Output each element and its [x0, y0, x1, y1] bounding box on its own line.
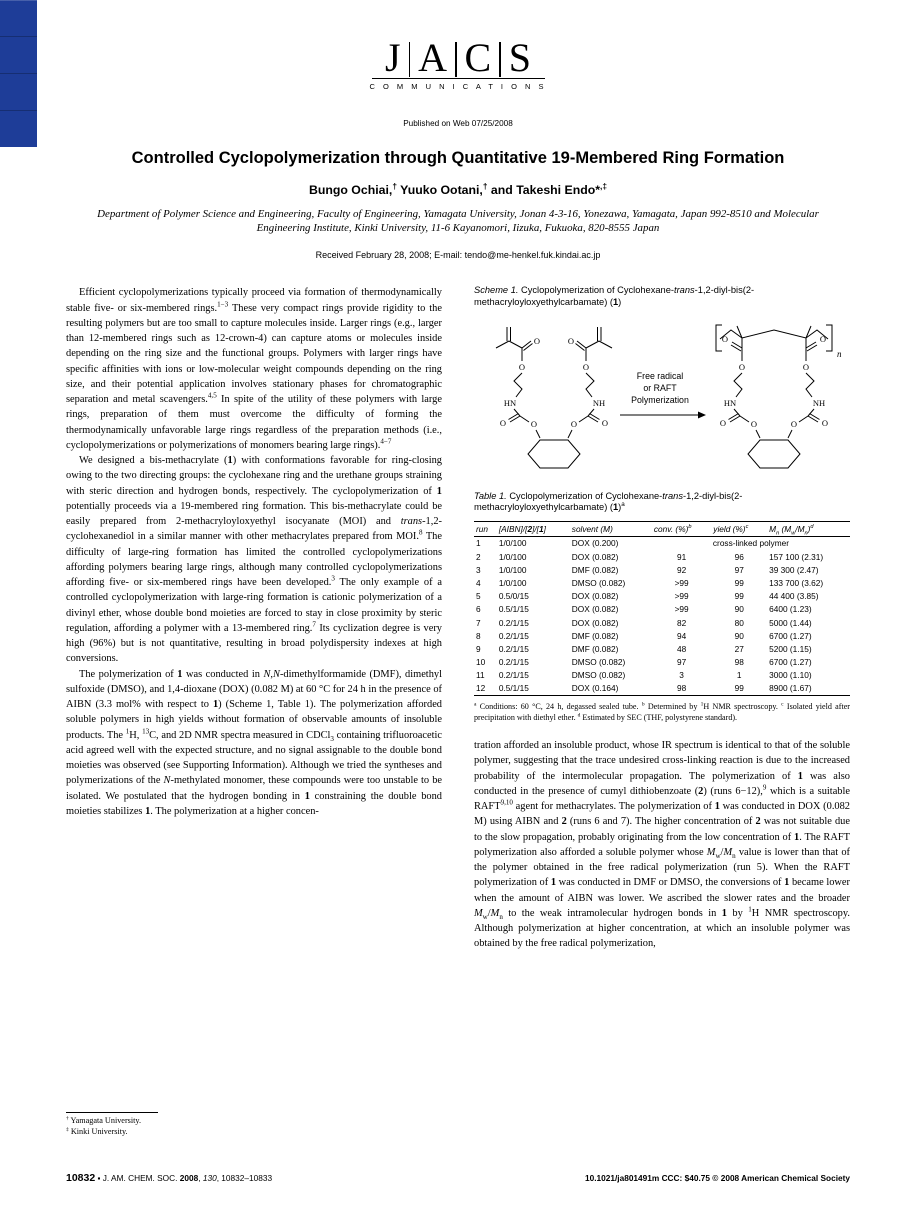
- cell-ratio: 0.2/1/15: [498, 670, 529, 681]
- table-row: [474, 629, 850, 642]
- cell-ratio: 0.2/1/15: [498, 643, 529, 654]
- cell-solvent: DMF (0.082): [571, 643, 619, 654]
- author-list: Bungo Ochiai,† Yuuko Ootani,† and Takeshi Endo*,‡: [308, 181, 608, 198]
- cell-ratio: 0.5/0/15: [498, 591, 529, 602]
- table-row: [474, 563, 850, 576]
- cell-run: 10: [476, 657, 486, 668]
- paragraph-2: We designed a bis-methacrylate (1) with conformations favorable for ring-closing owing to the two directing groups: the cyclohexane ring and the urethane groups straining with steric direction and hydrogen bonds, respectively. The cyclopolymerization of 1 potentially proceeds via a 19-membered ring formation. This bis-methacrylate could be easily prepared from 2-methacryloyloxyethyl isocyanate (MOI) and trans-1,2-cyclohexanediol in a similar manner with other methacrylates prepared from MOI.$^8$ The difficulty of large-ring formation has limited the controlled cyclopolymerizations affording polymers bearing large rings, although many controlled cyclopolymerizations affording five- or six-membered rings have been developed.$^3$ The only example of a controlled cyclopolymerization with large-ring formation is cationic polymerization of a divinyl ether, whose double bond moieties are forced to stay in close proximity by steric regulation, affording a polymer with a 13-membered ring.$^7$ Its cyclization degree is very high (96%) but is not quantitative, resulting in broad polydispersity indexes at high conversions.: [66, 455, 443, 665]
- cell-conv: 48: [676, 643, 687, 654]
- affiliation-text: Department of Polymer Science and Engineering, Faculty of Engineering, Yamagata University, Jonan 4-3-16, Yonezawa, Yamagata, Japan 992-8510 and Molecular Engineering Institute, Kinki University, 11-6 Kayanomori, Iizuka, Fukuoka, 820-8555 Japan: [97, 208, 819, 235]
- cell-solvent: DMF (0.082): [571, 564, 619, 575]
- oxygen-label: O: [518, 361, 526, 372]
- footnote-rule: [66, 1112, 158, 1113]
- author-footnotes: [66, 1112, 442, 1137]
- cell-conv: >99: [674, 577, 689, 588]
- logo-letter-c: C: [464, 35, 492, 80]
- article-title: Controlled Cyclopolymerization through Quantitative 19-Membered Ring Formation: [131, 148, 785, 167]
- left-column: [66, 285, 442, 1137]
- cell-mn: 5000 (1.44): [769, 617, 812, 628]
- cell-yield: 99: [734, 591, 744, 602]
- col-conv: conv. (%)$^b$: [652, 521, 711, 536]
- published-date: Published on Web 07/25/2008: [403, 118, 513, 128]
- scheme-1-caption: Scheme 1. Cyclopolymerization of Cyclohexane-trans-1,2-diyl-bis(2-methacryloyloxyethylcarbamate) (1): [474, 285, 755, 308]
- cell-yield: 80: [734, 617, 744, 628]
- cell-solvent: DOX (0.200): [571, 538, 619, 549]
- table-header-row: [474, 521, 850, 536]
- cell-ratio: 1/0/100: [498, 577, 527, 588]
- footnote-kinki: ‡ Kinki University.: [66, 1126, 128, 1136]
- cell-run: 5: [476, 591, 481, 602]
- logo-letter-s: S: [508, 35, 531, 80]
- cell-yield: 99: [734, 683, 744, 694]
- cell-conv: 97: [676, 657, 687, 668]
- cell-conv: 91: [676, 551, 687, 562]
- cell-mn: 44 400 (3.85): [769, 591, 819, 602]
- table-1-footnotes: $^a$ Conditions: 60 °C, 24 h, degassed sealed tube. $^b$ Determined by $^1$H NMR spectroscopy. $^c$ Isolated yield after precipitation with diethyl ether. $^d$ Estimated by SEC (THF, polystyrene standard).: [474, 701, 851, 722]
- cell-solvent: DMF (0.082): [571, 630, 619, 641]
- table-row: [474, 616, 850, 629]
- cell-solvent: DOX (0.082): [571, 604, 619, 615]
- jacs-logo: [369, 35, 547, 91]
- footer-doi-copyright: 10.1021/ja801491m CCC: $40.75 © 2008 American Chemical Society: [584, 1173, 850, 1183]
- cell-mn: 3000 (1.10): [769, 670, 812, 681]
- cell-run: 12: [476, 683, 486, 694]
- cell-run: 8: [476, 630, 481, 641]
- cell-run: 4: [476, 577, 481, 588]
- two-column-body: [0, 285, 916, 1137]
- cell-mn: 8900 (1.67): [769, 683, 812, 694]
- arrow-label-line2: or RAFT: [643, 382, 677, 393]
- cell-yield: 1: [736, 670, 742, 681]
- amine-label: HN: [503, 397, 517, 408]
- logo-letter-a: A: [418, 35, 448, 80]
- paragraph-4: tration afforded an insoluble product, whose IR spectrum is identical to that of the soluble polymer, suggesting that the trace undesired cross-linking reaction is due to the increased probability of the intermolecular propagation. The polymerization of 1 was also conducted in the presence of cumyl dithiobenzoate (2) (runs 6−12),$^9$ which is a suitable RAFT$^{9,10}$ agent for methacrylates. The polymerization of 1 was conducted in DOX (0.082 M) using AIBN and 2 (runs 6 and 7). The higher concentration of 2 was not suitable due to the slow propagation, probably originating from the low concentration of 1. The RAFT polymerization also afforded a soluble polymer whose $M_w/M_n$ value is lower than that of the polymer obtained in the free radical polymerization (run 5). When the RAFT polymerization of 1 was conducted in DMF or DMSO, the conversions of 1 became lower when the amount of AIBN was lower. We ascribed the slower rates and the broader $M_w/M_n$ to the weak intramolecular hydrogen bonds in 1 by $^1$H NMR spectroscopy. Although polymerization at higher concentration, at which an insoluble polymer was obtained by the free radical polymerization,: [474, 740, 851, 950]
- cell-mn: 157 100 (2.31): [769, 551, 824, 562]
- cell-solvent: DMSO (0.082): [571, 670, 626, 681]
- cell-mn: 39 300 (2.47): [769, 564, 819, 575]
- right-column: [474, 285, 850, 1137]
- cell-ratio: 1/0/100: [498, 538, 527, 549]
- cell-ratio: 0.5/1/15: [498, 683, 529, 694]
- cell-ratio: 0.2/1/15: [498, 657, 529, 668]
- repeat-unit-n-label: n: [837, 348, 842, 359]
- footnote-yamagata: † Yamagata University.: [66, 1115, 142, 1126]
- table-row: [474, 682, 850, 696]
- oxygen-label: O: [802, 361, 810, 372]
- oxygen-label: O: [721, 333, 729, 344]
- cell-solvent: DOX (0.164): [571, 683, 619, 694]
- cell-yield: 90: [734, 630, 744, 641]
- cell-mn: 6700 (1.27): [769, 657, 812, 668]
- cell-solvent: DOX (0.082): [571, 551, 619, 562]
- cell-conv: >99: [674, 591, 689, 602]
- oxygen-label: O: [499, 417, 507, 428]
- cell-run: 2: [476, 551, 481, 562]
- col-solvent: solvent (M): [570, 521, 652, 536]
- oxygen-label: O: [819, 333, 827, 344]
- page-header: [0, 0, 916, 260]
- cell-conv: 3: [679, 670, 684, 681]
- table-row: [474, 669, 850, 682]
- cell-crosslinked: cross-linked polymer: [712, 538, 789, 549]
- cell-ratio: 1/0/100: [498, 551, 527, 562]
- paragraph-1: Efficient cyclopolymerizations typically proceed via formation of thermodynamically stable five- or six-membered rings.$^{1-3}$ These very compact rings provide rigidity to the resulting polymers but are too small to capture molecules inside. Larger rings (e.g., larger than 12-membered rings such as 12-crown-4) can capture atoms or molecules inside depending on the ring size and the functional groups. Polymers with larger rings have specific affinities with ions or low-molecular weight compounds depending on the ring size, and their potential application involves stationary phases for chromatographic separation and metal scavengers.$^{4,5}$ In spite of the utility of these polymers with large rings, preparation of them must overcome the difficulty of forming the thermodynamically unfavorable large rings regardless of the preparation methods (i.e., cyclopolymerizations or polymerizations of monomers bearing large rings).$^{4-7}$: [66, 287, 442, 451]
- oxygen-label: O: [738, 361, 746, 372]
- jacs-blue-corner-block: [0, 0, 37, 147]
- cell-yield: 27: [734, 643, 744, 654]
- table-1-caption: Table 1. Cyclopolymerization of Cyclohexane-trans-1,2-diyl-bis(2-methacryloyloxyethylcarbamate) $(1)^a$: [474, 490, 743, 513]
- received-line: Received February 28, 2008; E-mail: tendo@me-henkel.fuk.kindai.ac.jp: [315, 250, 601, 261]
- oxygen-label: O: [570, 418, 578, 429]
- amine-label: NH: [812, 397, 826, 408]
- table-1: [474, 521, 850, 696]
- cell-conv: 82: [676, 617, 687, 628]
- cell-conv: 98: [676, 683, 687, 694]
- oxygen-label: O: [719, 417, 727, 428]
- oxygen-label: O: [582, 361, 590, 372]
- cell-conv: 92: [676, 564, 687, 575]
- arrow-label-line1: Free radical: [636, 370, 684, 381]
- cell-ratio: 0.2/1/15: [498, 617, 529, 628]
- oxygen-label: O: [750, 418, 758, 429]
- cell-run: 1: [476, 538, 481, 549]
- cell-run: 7: [476, 617, 481, 628]
- scheme-structure-image: [474, 317, 850, 479]
- col-ratio: [AIBN]/[2]/[1]: [497, 521, 570, 536]
- cell-conv: 94: [676, 630, 687, 641]
- page-footer: [66, 1172, 850, 1184]
- scheme-1-figure: [474, 317, 850, 479]
- footer-citation: 10832 ▪ J. AM. CHEM. SOC. 2008, 130, 10832–10833: [66, 1172, 273, 1184]
- logo-letter-j: J: [385, 35, 401, 80]
- cell-yield: 96: [734, 551, 744, 562]
- jacs-logo-letters: [370, 35, 547, 80]
- table-row: [474, 642, 850, 655]
- cell-mn: 5200 (1.15): [769, 643, 812, 654]
- table-row: [474, 655, 850, 668]
- cell-run: 3: [476, 564, 481, 575]
- amine-label: HN: [723, 397, 737, 408]
- cell-conv: >99: [674, 604, 689, 615]
- table-row: [474, 550, 850, 563]
- oxygen-label: O: [567, 335, 575, 346]
- cell-ratio: 0.2/1/15: [498, 630, 529, 641]
- table-row: [474, 536, 850, 550]
- cell-ratio: 1/0/100: [498, 564, 527, 575]
- arrow-label-line3: Polymerization: [631, 394, 689, 405]
- cell-mn: 133 700 (3.62): [769, 577, 824, 588]
- cell-yield: 97: [734, 564, 744, 575]
- cell-solvent: DOX (0.082): [571, 591, 619, 602]
- cell-solvent: DOX (0.082): [571, 617, 619, 628]
- table-row: [474, 590, 850, 603]
- table-row: [474, 576, 850, 589]
- table-row: [474, 603, 850, 616]
- amine-label: NH: [592, 397, 606, 408]
- oxygen-label: O: [821, 417, 829, 428]
- oxygen-label: O: [790, 418, 798, 429]
- cell-yield: 90: [734, 604, 744, 615]
- cell-mn: 6400 (1.23): [769, 604, 812, 615]
- cell-yield: 98: [734, 657, 744, 668]
- cell-run: 9: [476, 643, 481, 654]
- cell-run: 6: [476, 604, 481, 615]
- cell-solvent: DMSO (0.082): [571, 657, 626, 668]
- oxygen-label: O: [530, 418, 538, 429]
- cell-solvent: DMSO (0.082): [571, 577, 626, 588]
- cell-run: 11: [476, 670, 485, 681]
- cell-ratio: 0.5/1/15: [498, 604, 529, 615]
- paragraph-3: The polymerization of 1 was conducted in N,N-dimethylformamide (DMF), dimethyl sulfoxide (DMSO), and 1,4-dioxane (DOX) (0.082 M) at 60 °C for 24 h in the presence of AIBN (3.3 mol% with respect to 1) (Scheme 1, Table 1). The polymerization afforded soluble polymers in high yields without formation of observable amounts of insoluble products. The $^1$H, $^{13}$C, and 2D NMR spectra measured in CDCl$_3$ containing trifluoroacetic acid agreed well with the expected structure, and no signal assignable to the double bond moieties was observed (see Supporting Information). Although we tried the syntheses and polymerizations of the N-methylated monomer, these compounds were too unstable to be isolated. We postulated that the hydrogen bonding in 1 constraining the double bond moieties stabilizes 1. The polymerization at a higher concen-: [66, 668, 443, 817]
- communications-label: C O M M U N I C A T I O N S: [369, 81, 547, 91]
- cell-mn: 6700 (1.27): [769, 630, 812, 641]
- oxygen-label: O: [601, 417, 609, 428]
- col-mn: $M_n$ $(M_w/M_n)^d$: [767, 521, 850, 536]
- col-yield: yield (%)$^c$: [711, 521, 767, 536]
- oxygen-label: O: [533, 335, 541, 346]
- cell-yield: 99: [734, 577, 744, 588]
- col-run: run: [474, 521, 497, 536]
